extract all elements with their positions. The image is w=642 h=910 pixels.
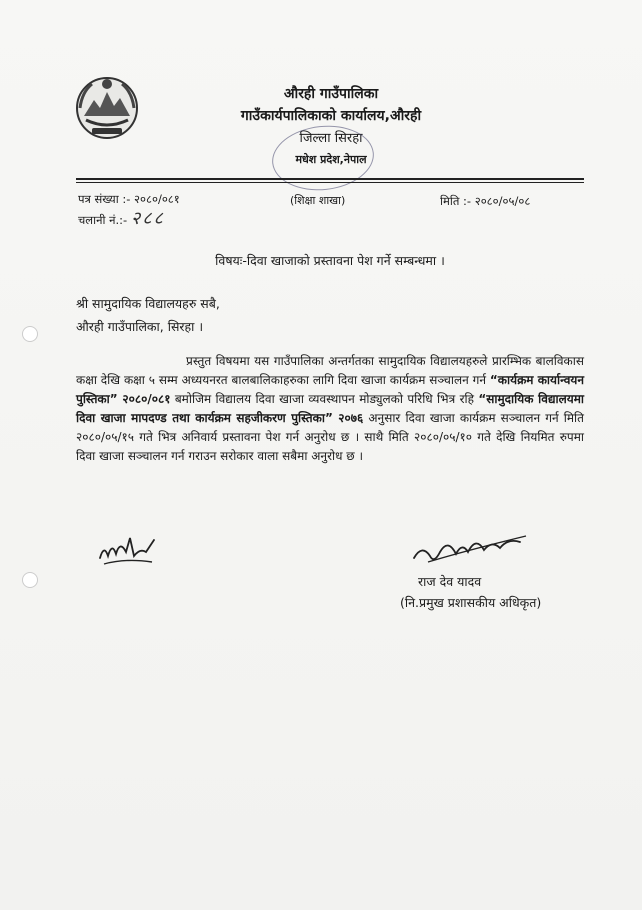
chalani-line xyxy=(78,206,165,230)
body-part-1: प्रस्तुत विषयमा यस गाउँपालिका अन्तर्गतका सामुदायिक विद्यालयहरुले प्रारम्भिक बालविकास कक्षा देखि कक्षा ५ सम्म अध्ययनरत बालबालिकाहरुका लागि दिवा खाजा कार्यक्रम सञ्चालन गर्न xyxy=(76,354,584,387)
addressee-line-1: श्री सामुदायिक विद्यालयहरु सबै, xyxy=(76,296,220,311)
subject-line: विषयः-दिवा खाजाको प्रस्तावना पेश गर्ने सम्बन्धमा । xyxy=(215,253,445,268)
province: मधेश प्रदेश,नेपाल xyxy=(295,153,367,166)
body-part-3: अनुसार दिवा खाजा कार्यक्रम सञ्चालन गर्न मिति २०८०/०५/१५ गते भित्र अनिवार्य प्रस्तावना पेश गर्न अनुरोध छ । साथै मिति २०८०/०५/१० गते देखि नियमित रुपमा दिवा खाजा सञ्चालन गर्न गराउन सरोकार वाला सबैमा अनुरोध छ । xyxy=(76,411,584,463)
letter-date: मिति :- २०८०/०५/०८ xyxy=(440,194,531,208)
header-divider-thin xyxy=(76,182,584,183)
chalani-number: २८८ xyxy=(130,208,165,229)
signatory-name: राज देव यादव xyxy=(418,574,482,589)
punch-hole xyxy=(22,326,38,342)
patra-sankhya: पत्र संख्या :- २०८०/०८१ xyxy=(78,192,180,206)
office-name: औरही गाउँपालिका xyxy=(283,86,379,102)
signature-mark xyxy=(408,530,532,570)
office-subtitle: गाउँकार्यपालिकाको कार्यालय,औरही xyxy=(240,108,422,124)
punch-hole xyxy=(22,572,38,588)
signatory-designation: (नि.प्रमुख प्रशासकीय अधिकृत) xyxy=(400,595,542,610)
body-bold-1: “कार्यक्रम कार्यान्वयन पुस्तिका” २०८०/०८१ xyxy=(76,373,584,406)
body-part-2: बमोजिम विद्यालय दिवा खाजा व्यवस्थापन मोड्युलको परिधि भित्र रहि xyxy=(170,392,479,406)
letter-body xyxy=(76,352,584,466)
chalani-label: चलानी नं.:- xyxy=(78,213,128,227)
body-bold-2: “सामुदायिक विद्यालयमा दिवा खाजा मापदण्ड तथा कार्यक्रम सहजीकरण पुस्तिका” २०७६ xyxy=(76,392,584,425)
header-divider xyxy=(76,178,584,180)
section-label: (शिक्षा शाखा) xyxy=(290,194,346,207)
district: जिल्ला सिरहा xyxy=(299,131,363,146)
addressee-line-2: औरही गाउँपालिका, सिरहा । xyxy=(76,319,204,334)
initials-mark xyxy=(96,530,160,570)
